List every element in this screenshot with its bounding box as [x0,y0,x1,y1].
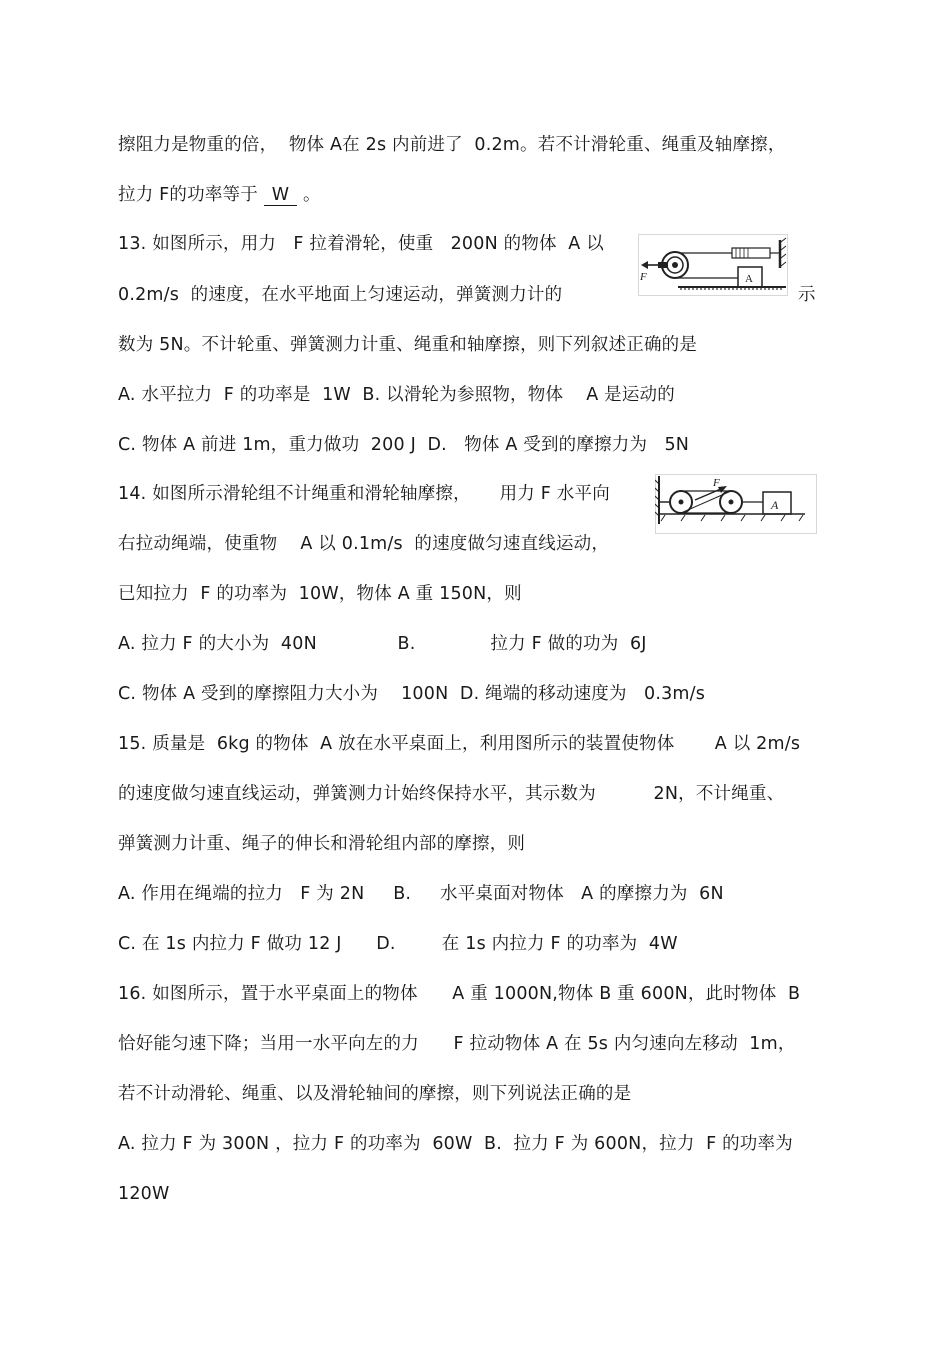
text-line: 14. 如图所示滑轮组不计绳重和滑轮轴摩擦， 用力 F 水平向 [118,484,610,504]
text-line: 15. 质量是 6kg 的物体 A 放在水平桌面上，利用图所示的装置使物体 A 以 2m/s [118,734,801,754]
pulley-spring-figure [638,234,788,296]
block-label: A [745,273,753,285]
text-line: 弹簧测力计重、绳子的伸长和滑轮组内部的摩擦，则 [118,834,526,854]
text-line: 恰好能匀速下降；当用一水平向左的力 F 拉动物体 A 在 5s 内匀速向左移动 1m， [118,1034,796,1054]
text-line [118,184,321,206]
answer-blank: W [264,185,298,206]
text-line: C. 在 1s 内拉力 F 做功 12 J D. 在 1s 内拉力 F 的功率为 4W [118,934,678,954]
text-line: A. 拉力 F 的大小为 40N B. 拉力 F 做的功为 6J [118,634,647,654]
text-line: 16. 如图所示，置于水平桌面上的物体 A 重 1000N,物体 B 重 600N，此时物体 B [118,984,801,1004]
force-label: F [713,477,720,489]
text-line: 13. 如图所示，用力 F 拉着滑轮，使重 200N 的物体 A 以 [118,234,604,254]
pulley-system-figure [655,474,817,534]
text-line: A. 拉力 F 为 300N ，拉力 F 的功率为 60W B. 拉力 F 为 600N，拉力 F 的功率为 [118,1134,793,1154]
text-line: A. 水平拉力 F 的功率是 1W B. 以滑轮为参照物，物体 A 是运动的 [118,385,675,405]
text-line: 120W [118,1184,170,1204]
text-segment: 。 [297,185,321,205]
text-line: 擦阻力是物重的倍， 物体 A在 2s 内前进了 0.2m。若不计滑轮重、绳重及轴摩擦， [118,135,786,155]
block-label: A [771,498,779,512]
text-line: C. 物体 A 受到的摩擦阻力大小为 100N D. 绳端的移动速度为 0.3m/s [118,684,706,704]
text-line: 右拉动绳端，使重物 A 以 0.1m/s 的速度做匀速直线运动， [118,534,610,554]
text-line: 已知拉力 F 的功率为 10W，物体 A 重 150N，则 [118,584,522,604]
text-segment: 拉力 F的功率等于 [118,185,264,205]
text-line: 的速度做匀速直线运动，弹簧测力计始终保持水平，其示数为 2N，不计绳重、 [118,784,785,804]
text-line: C. 物体 A 前进 1m，重力做功 200 J D. 物体 A 受到的摩擦力为 5N [118,435,690,455]
text-line: 0.2m/s 的速度，在水平地面上匀速运动，弹簧测力计的 [118,285,563,305]
text-line: 若不计动滑轮、绳重、以及滑轮轴间的摩擦，则下列说法正确的是 [118,1084,632,1104]
text-line: 数为 5N。不计轮重、弹簧测力计重、绳重和轴摩擦，则下列叙述正确的是 [118,335,698,355]
force-label: F [640,271,647,283]
text-line-end: 示 [798,285,816,305]
text-line: A. 作用在绳端的拉力 F 为 2N B. 水平桌面对物体 A 的摩擦力为 6N [118,884,724,904]
